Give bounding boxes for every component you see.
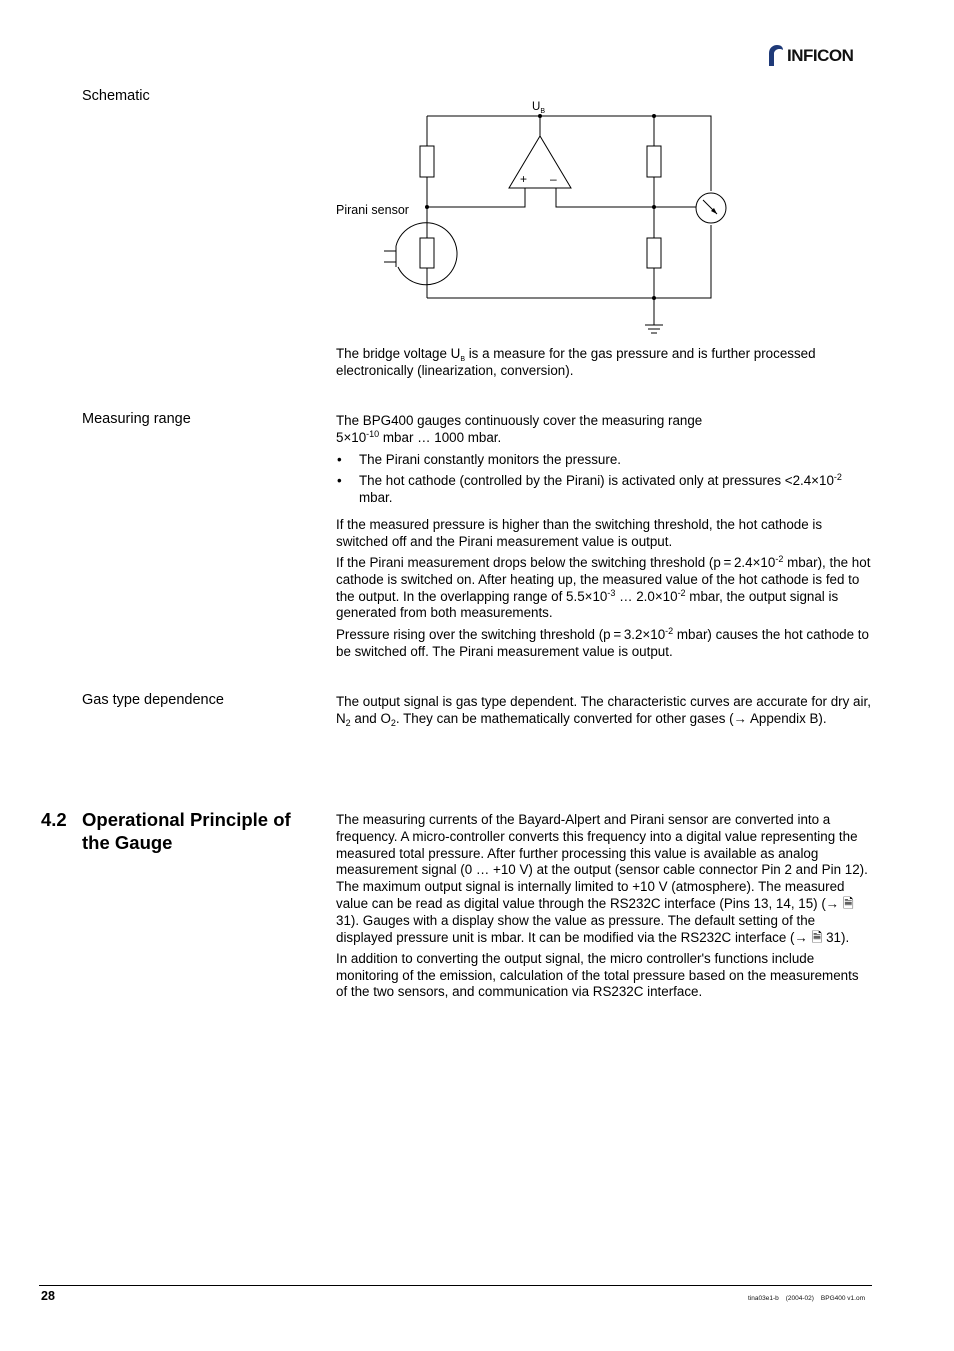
opamp-symbol — [509, 136, 571, 188]
circuit-wire-top — [427, 116, 711, 191]
opamp-minus-wire — [556, 188, 654, 207]
list-item: • The hot cathode (controlled by the Pirani) is activated only at pressures $<2.4\times 10^{-2}$ mbar. — [337, 472, 842, 506]
bridge-schematic-diagram — [330, 96, 730, 346]
list-item: • The Pirani constantly monitors the pressure. — [337, 451, 621, 467]
logo-text: INFICON — [787, 46, 854, 65]
pirani-sensor-label: Pirani sensor — [336, 203, 409, 217]
opamp-plus-label: + — [520, 172, 528, 186]
inficon-logo — [766, 44, 872, 68]
measuring-range-bullets — [336, 452, 872, 507]
footer-rule — [39, 1285, 872, 1286]
measuring-range-text: The BPG400 gauges continuously cover the measuring range $5\times 10^{-10}$ mbar … 1000 mbar. • The Pirani constantly monitors the pressure. • The hot cathode (controlled by the Pirani) is activated only at pressures $<2.4\times 10^{-2}$ mbar. If the measured pressure is higher than the switching threshold, the hot cathode is switched off and the Pirani measurement value is output. If the Pirani measurement drops below the switching threshold ($p = 2.4\times 10^{-2}$ mbar), the hot cathode is switched on. After heating up, the measured value of the hot cathode is fed to the output. In the overlapping range of $5.5\times 10^{-3}$ … $2.0\times 10^{-2}$ mbar, the output signal is generated from both measurements. Pressure rising over the switching threshold ($p = 3.2\times 10^{-2}$ mbar) causes the hot cathode to be switched off. The Pirani measurement value is output. — [336, 413, 871, 659]
gas-type-label: Gas type dependence — [82, 692, 224, 708]
resistor-left-upper — [420, 146, 434, 177]
measuring-range-label: Measuring range — [82, 411, 191, 427]
resistor-pirani — [420, 238, 434, 268]
operational-principle-text: The measuring currents of the Bayard-Alpert and Pirani sensor are converted into a frequency. A micro-controller converts this frequency into a digital value representing the measured total pressure. After further processing this value is available as analog measurement signal (0 … +10 V) at the output (sensor cable connector Pin 2 and Pin 12). The maximum output signal is internally limited to +10 V (atmosphere). The measured value can be read as digital value through the RS232C interface (Pins 13, 14, 15) (→ 🗎 31). Gauges with a display show the value as pressure. The default setting of the displayed pressure unit is mbar. It can be modified via the RS232C interface (→ 🗎 31). In addition to converting the output signal, the micro controller's functions include monitoring of the emission, calculation of the total pressure based on the measurements of the two sensors, and communication via RS232C interface. — [336, 812, 868, 1000]
inficon-logo-mark-icon — [766, 44, 786, 68]
circuit-wire-bottom — [427, 225, 711, 298]
doc-file: BPG400 v1.om — [820, 1295, 865, 1302]
schematic-label: Schematic — [82, 88, 150, 104]
opamp-plus-wire — [427, 188, 525, 207]
bridge-voltage-paragraph: The bridge voltage $U_B$ is a measure for the gas pressure and is further processed electronically (linearization, conversion). — [336, 346, 816, 378]
doc-date: (2004-02) — [785, 1295, 814, 1302]
page-number: 28 — [41, 1289, 55, 1303]
resistor-right-lower — [647, 238, 661, 268]
doc-id: tina03e1-b — [748, 1295, 779, 1302]
section-title: Operational Principle of the Gauge — [82, 809, 291, 853]
ub-label: $U_B$ — [532, 101, 545, 115]
opamp-minus-label: – — [550, 172, 557, 186]
resistor-right-upper — [647, 146, 661, 177]
section-number: 4.2 — [41, 809, 67, 830]
gas-type-text: The output signal is gas type dependent. The characteristic curves are accurate for dry air, $N_2$ and $O_2$. They can be mathematically converted for other gases (→ Appendix B). — [336, 694, 871, 728]
footer-meta — [748, 1295, 865, 1302]
